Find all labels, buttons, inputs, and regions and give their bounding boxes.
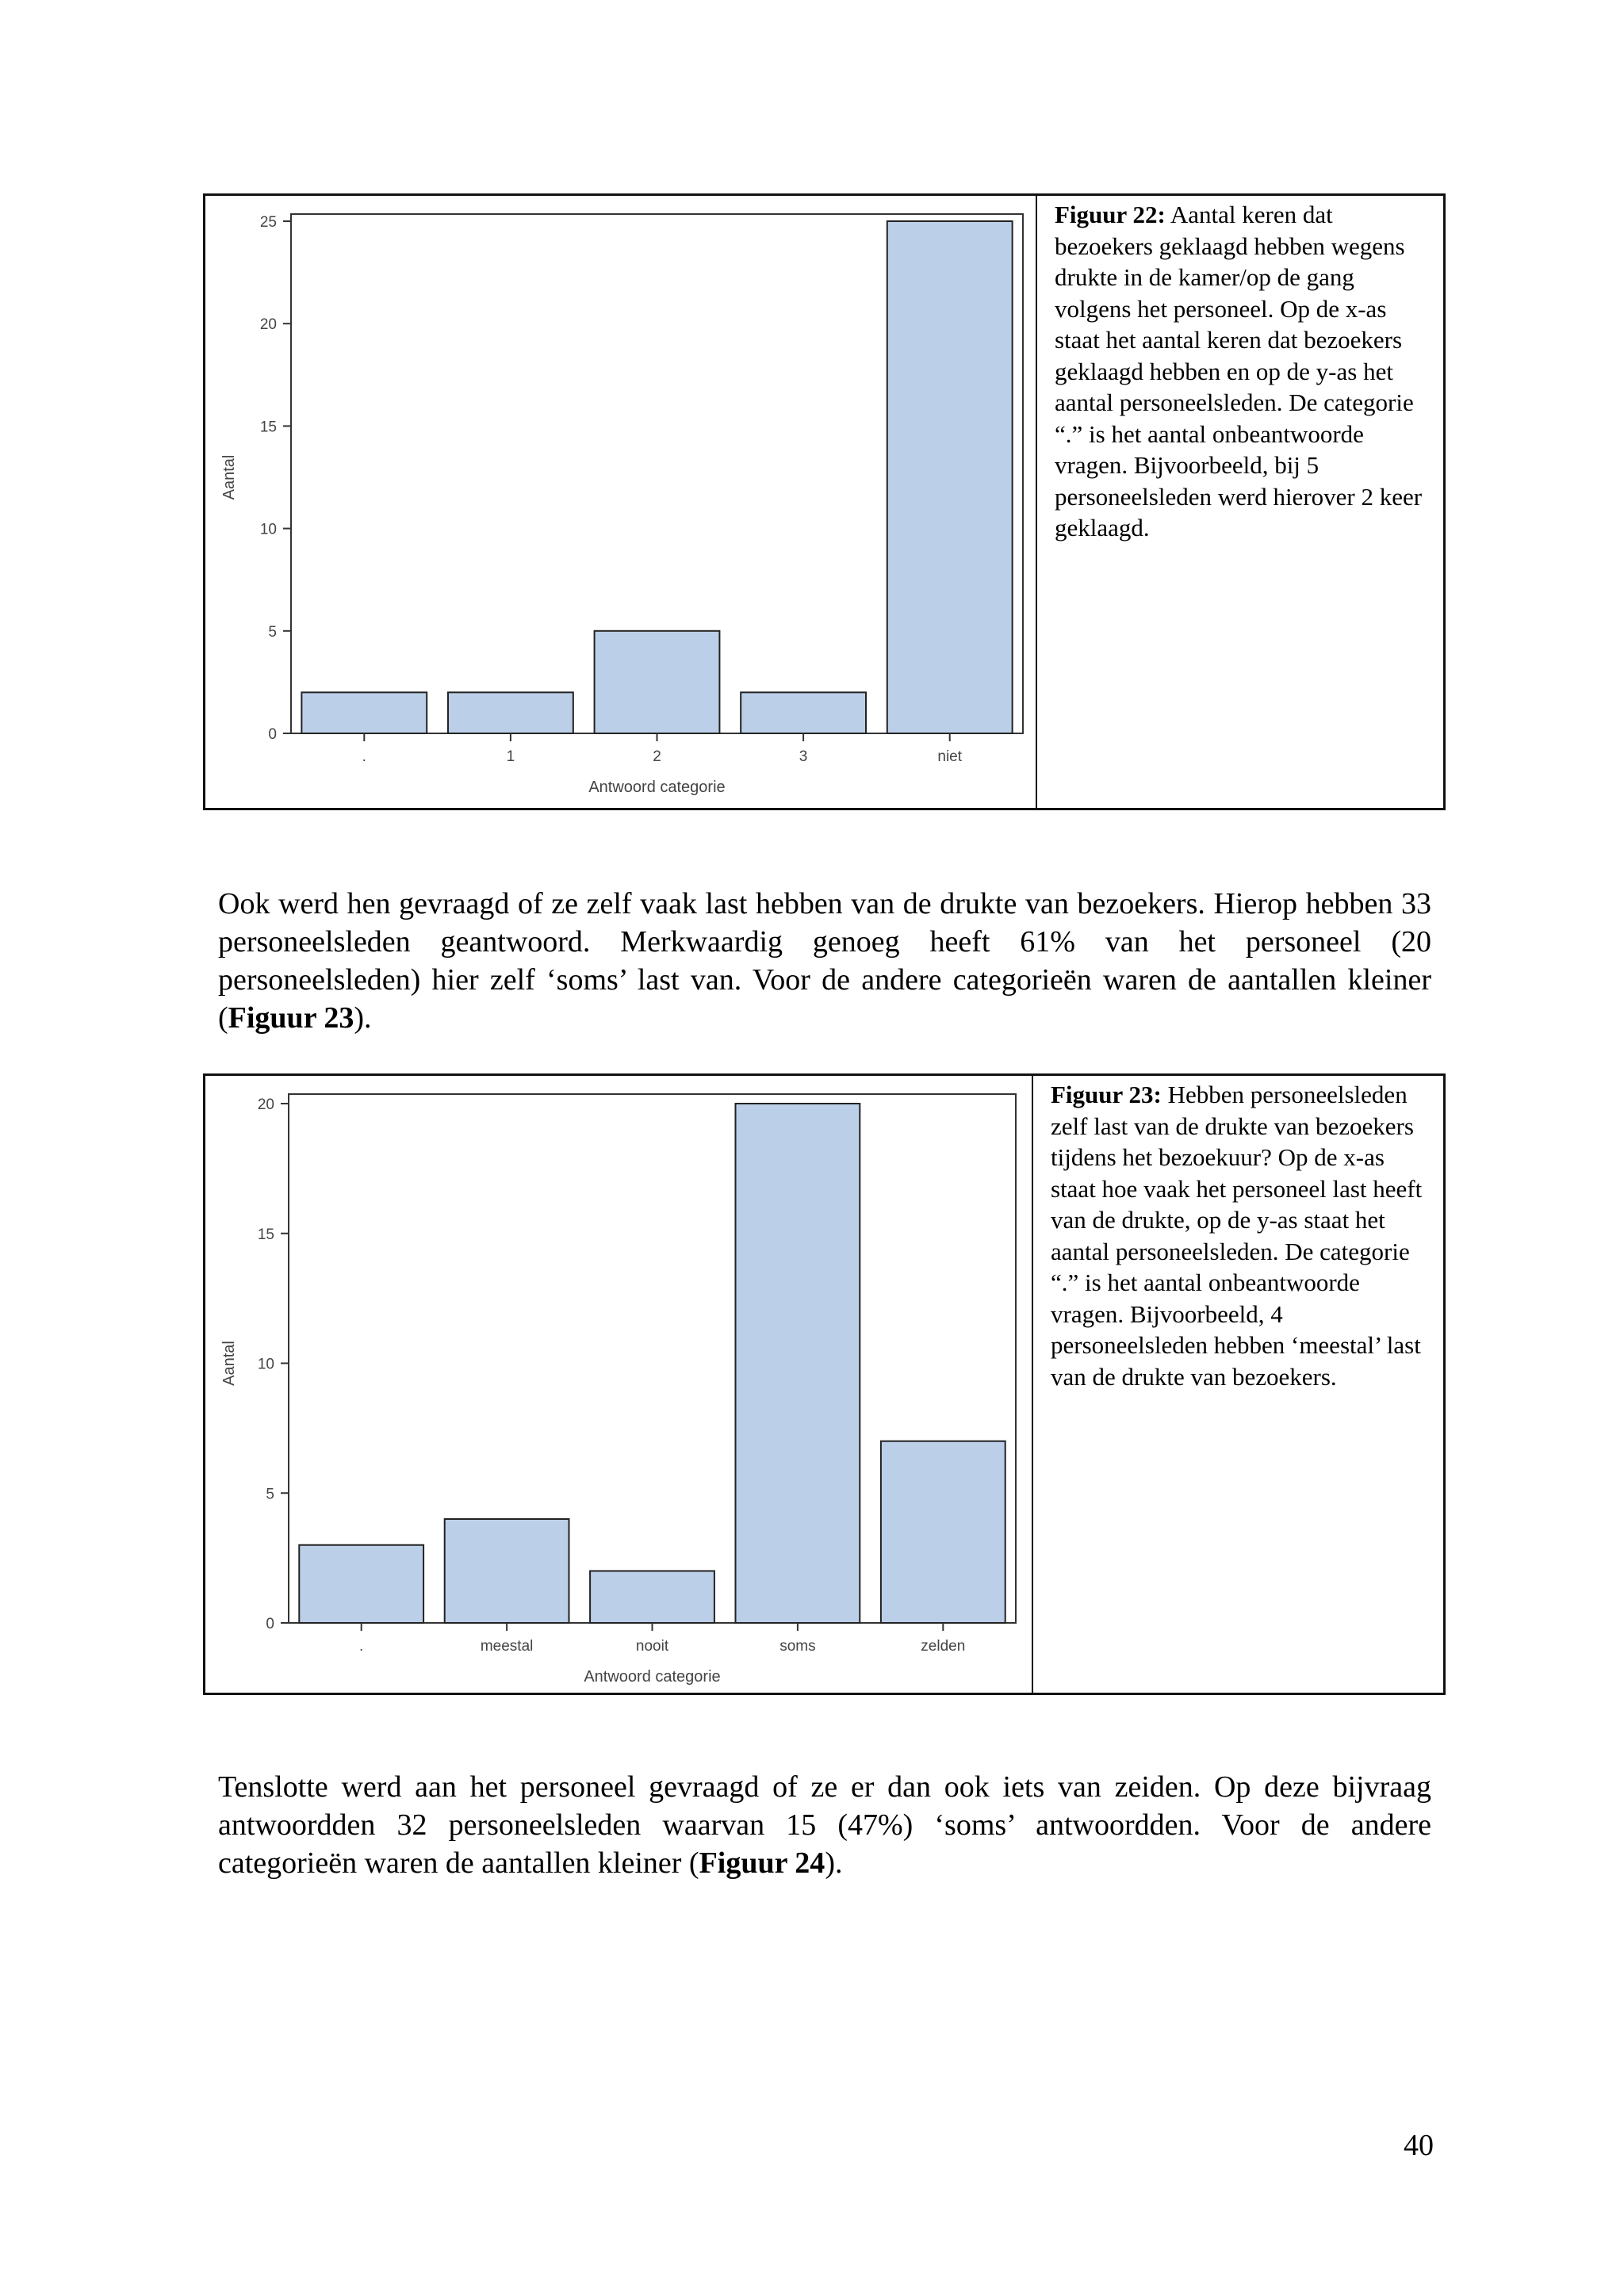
y-tick-label: 10 [259,521,277,538]
paragraph-1 [218,885,1431,1037]
x-tick-label: . [362,748,366,765]
y-tick-label: 15 [259,419,277,436]
paragraph-1-end: ). [354,1001,372,1035]
chart-figure-23 [205,1076,1033,1693]
paragraph-1-text: Ook werd hen gevraagd of ze zelf vaak last hebben van de drukte van bezoekers. Hierop hebben 33 personeelsleden geantwoord. Merkwaardig genoeg heeft 61% van het personeel (20 personeelsleden) hier zelf ‘soms’ last van. Voor de andere categorieën waren de aantallen kleiner ( [218,887,1431,1035]
paragraph-2 [218,1768,1431,1882]
page-number: 40 [1404,2129,1434,2162]
x-tick-label: 2 [653,748,661,765]
y-tick-label: 10 [257,1356,274,1373]
paragraph-2-end: ). [825,1846,843,1880]
bar-chart-23 [205,1076,1032,1697]
figure-22 [203,193,1446,810]
y-axis-label: Aantal [220,1341,238,1386]
bar [595,631,720,733]
x-tick-label: meestal [480,1638,534,1655]
bar [735,1104,860,1623]
y-tick-label: 25 [259,214,277,231]
y-tick-label: 0 [266,1616,274,1632]
y-tick-label: 5 [266,1486,274,1503]
x-tick-label: nooit [635,1638,669,1655]
y-tick-label: 15 [257,1226,274,1243]
figure-22-caption [1036,196,1443,544]
bar [590,1571,714,1624]
figure-23-caption [1032,1076,1443,1392]
bar [299,1545,423,1623]
figure-23-caption-label: Figuur 23: [1051,1081,1162,1108]
y-tick-label: 0 [268,726,277,743]
x-tick-label: soms [779,1638,816,1655]
x-axis-label: Antwoord categorie [588,779,726,796]
bar [448,692,573,733]
bar [887,221,1013,733]
bar-chart-22 [205,196,1036,813]
figure-22-caption-label: Figuur 22: [1055,201,1166,228]
bar [881,1441,1005,1623]
figure-23-caption-text: Hebben personeelsleden zelf last van de drukte van bezoekers tijdens het bezoekuur? Op de x-as staat hoe vaak het personeel last heeft van de drukte, op de y-as staat het aantal personeelsleden. De categorie “.” is het aantal onbeantwoorde vragen. Bijvoorbeeld, 4 personeelsleden hebben ‘meestal’ last van de drukte van bezoekers. [1051,1081,1423,1391]
paragraph-1-figure-ref: Figuur 23 [228,1001,354,1035]
paragraph-2-figure-ref: Figuur 24 [699,1846,825,1880]
paragraph-2-text: Tenslotte werd aan het personeel gevraagd of ze er dan ook iets van zeiden. Op deze bijvraag antwoordden 32 personeelsleden waarvan 15 (47%) ‘soms’ antwoordden. Voor de andere categorieën waren de aantallen kleiner ( [218,1770,1431,1880]
x-axis-label: Antwoord categorie [584,1668,721,1686]
figure-23 [203,1073,1446,1695]
figure-22-caption-text: Aantal keren dat bezoekers geklaagd hebben wegens drukte in de kamer/op de gang volgens het personeel. Op de x-as staat het aantal keren dat bezoekers geklaagd hebben en op de y-as het aantal personeelsleden. De categorie “.” is het aantal onbeantwoorde vragen. Bijvoorbeeld, bij 5 personeelsleden werd hierover 2 keer geklaagd. [1055,201,1423,541]
x-tick-label: niet [937,748,963,765]
chart-figure-22 [205,196,1037,808]
y-tick-label: 5 [268,623,277,641]
bar [445,1519,569,1623]
y-axis-label: Aantal [220,454,238,500]
bar [741,692,866,733]
bar [301,692,427,733]
x-tick-label: zelden [921,1638,966,1655]
x-tick-label: 1 [506,748,515,765]
y-tick-label: 20 [257,1096,274,1113]
x-tick-label: . [359,1638,364,1655]
x-tick-label: 3 [799,748,808,765]
y-tick-label: 20 [259,316,277,334]
